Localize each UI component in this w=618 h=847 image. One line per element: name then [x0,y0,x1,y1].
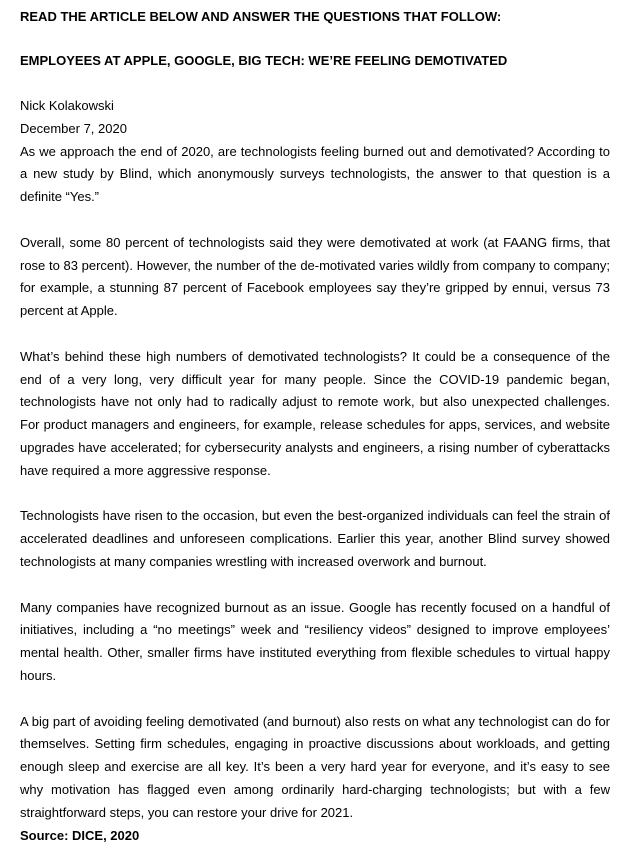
article-paragraph-5: Many companies have recognized burnout as an issue. Google has recently focused on a handful of initiatives, including a “no meetings” week and “resiliency videos” designed to improve employees’ mental health. Other, smaller firms have instituted everything from flexible schedules to virtual happy hours. [20,597,610,688]
article-paragraph-3: What’s behind these high numbers of demotivated technologists? It could be a consequence of the end of a very long, very difficult year for many people. Since the COVID-19 pandemic began, technologists have not only had to radically adjust to remote work, but also unexpected challenges. For product managers and engineers, for example, release schedules for apps, services, and website upgrades have accelerated; for cybersecurity analysts and engineers, a rising number of cyberattacks have required a more aggressive response. [20,346,610,483]
article-paragraph-4: Technologists have risen to the occasion, but even the best-organized individuals can feel the strain of accelerated deadlines and unforeseen complications. Earlier this year, another Blind survey showed technologists at many companies wrestling with increased overwork and burnout. [20,505,610,573]
document-page [20,6,610,847]
article-headline: EMPLOYEES AT APPLE, GOOGLE, BIG TECH: WE’RE FEELING DEMOTIVATED [20,50,610,72]
publish-date: December 7, 2020 [20,118,610,141]
article-paragraph-1: As we approach the end of 2020, are technologists feeling burned out and demotivated? According to a new study by Blind, which anonymously surveys technologists, the answer to that question is a definite “Yes.” [20,141,610,209]
article-paragraph-2: Overall, some 80 percent of technologists said they were demotivated at work (at FAANG firms, that rose to 83 percent). However, the number of the de-motivated varies wildly from company to company; for example, a stunning 87 percent of Facebook employees say they’re gripped by ennui, versus 73 percent at Apple. [20,232,610,323]
article-meta [20,95,610,141]
author-name: Nick Kolakowski [20,95,610,118]
instruction-heading: READ THE ARTICLE BELOW AND ANSWER THE QUESTIONS THAT FOLLOW: [20,6,610,28]
article-paragraph-6: A big part of avoiding feeling demotivated (and burnout) also rests on what any technologist can do for themselves. Setting firm schedules, engaging in proactive discussions about workloads, and getting enough sleep and exercise are all key. It’s been a very hard year for everyone, and it’s easy to see why motivation has flagged even among ordinarily hard-charging technologists; but with a few straightforward steps, you can restore your drive for 2021. [20,711,610,825]
source-citation: Source: DICE, 2020 [20,825,610,847]
